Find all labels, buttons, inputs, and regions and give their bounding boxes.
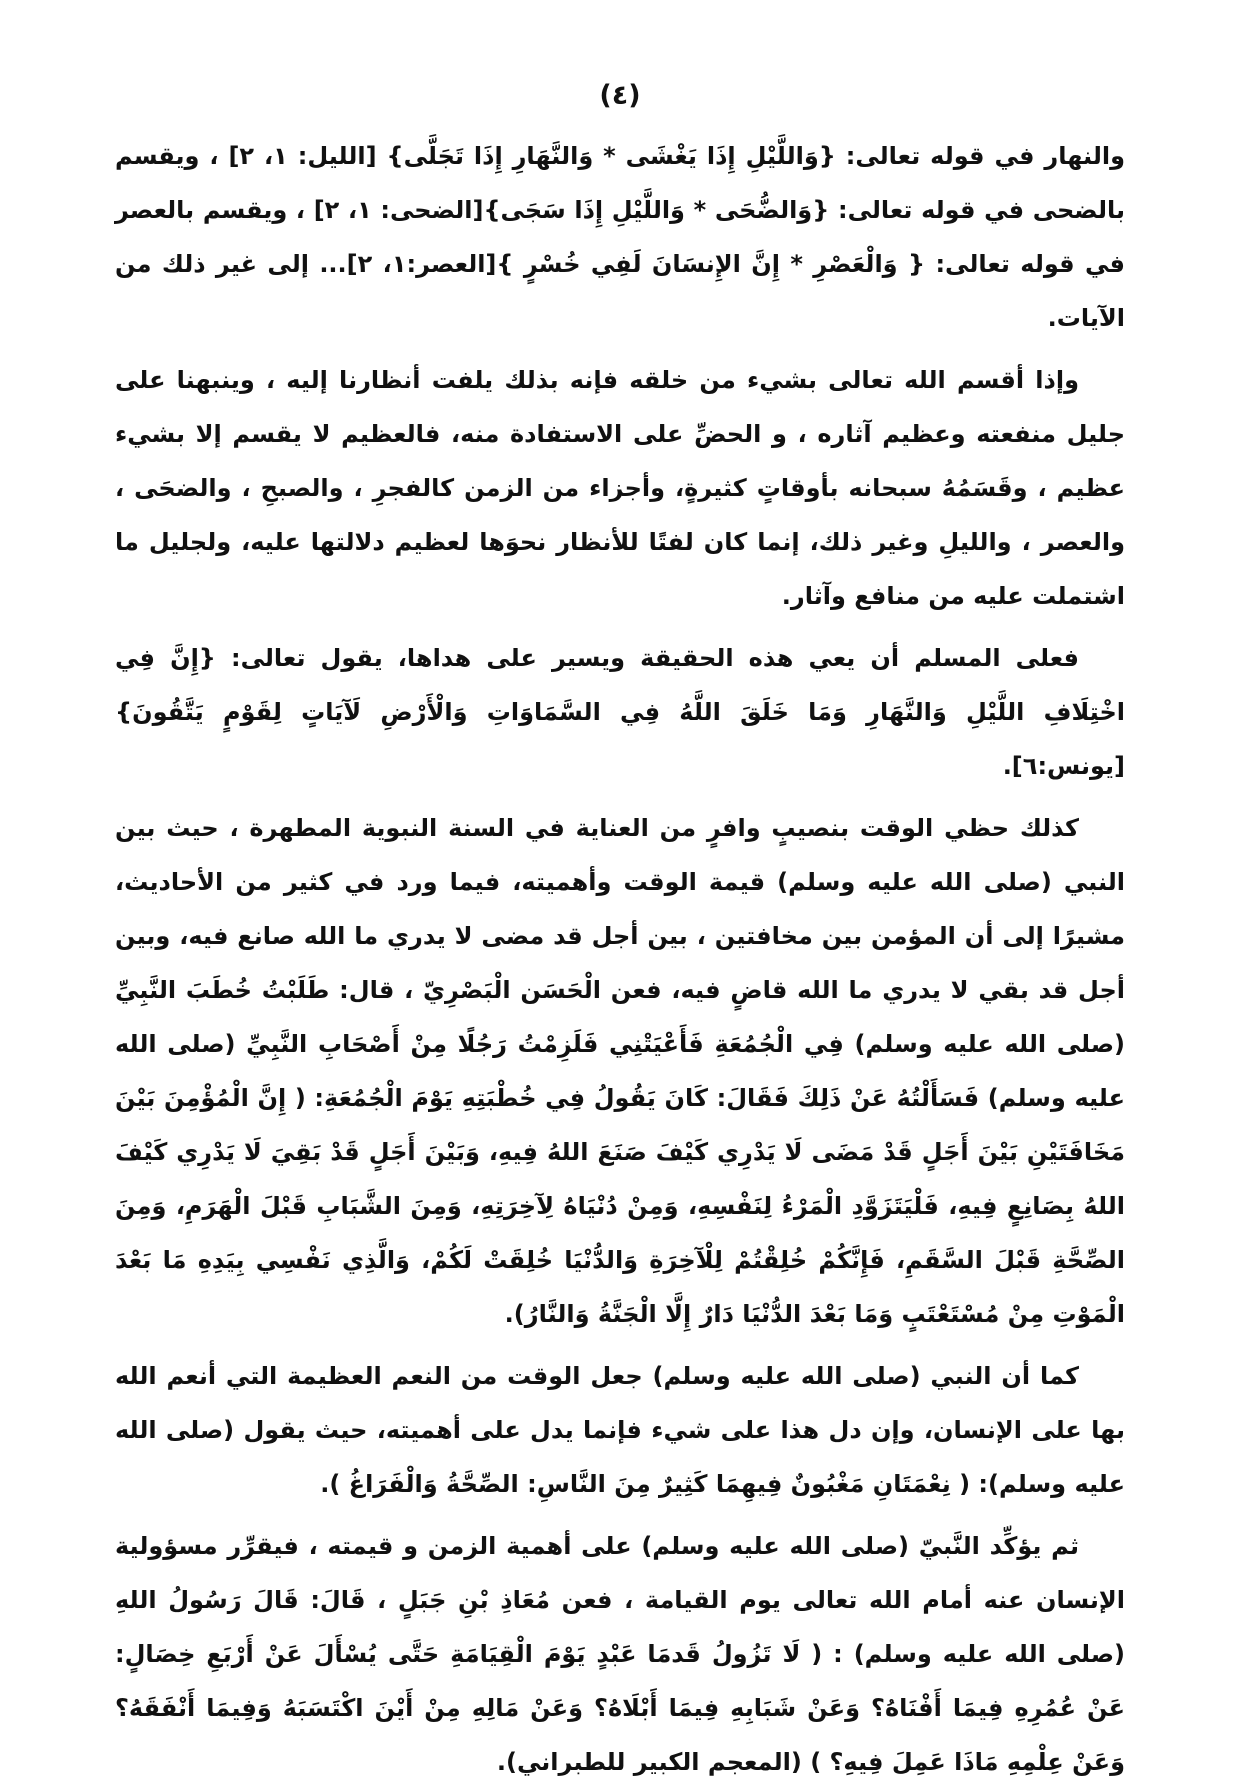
paragraph-accountability: ثم يؤكِّد النَّبيّ (صلى الله عليه وسلم) على أهمية الزمن و قيمته ، فيقرِّر مسؤولية الإنسان عنه أمام الله تعالى يوم القيامة ، فعن مُعَاذِ بْنِ جَبَلٍ ، قَالَ: قَالَ رَسُولُ اللهِ (صلى الله عليه وسلم) : ( لَا تَزُولُ قَدمَا عَبْدٍ يَوْمَ الْقِيَامَةِ حَتَّى يُسْأَلَ عَنْ أَرْبَعِ خِصَالٍ: عَنْ عُمُرِهِ فِيمَا أَفْنَاهُ؟ وَعَنْ شَبَابِهِ فِيمَا أَبْلَاهُ؟ وَعَنْ مَالِهِ مِنْ أَيْنَ اكْتَسَبَهُ وَفِيمَا أَنْفَقَهُ؟ وَعَنْ عِلْمِهِ مَاذَا عَمِلَ فِيهِ؟ ) (المعجم الكبير للطبراني). <box>115 1532 1125 1776</box>
document-page <box>115 70 1125 1789</box>
paragraph-blessing-of-time: كما أن النبي (صلى الله عليه وسلم) جعل الوقت من النعم العظيمة التي أنعم الله بها على الإنسان، وإن دل هذا على شيء فإنما يدل على أهميته، حيث يقول (صلى الله عليه وسلم): ( نِعْمَتَانِ مَغْبُونٌ فِيهِمَا كَثِيرٌ مِنَ النَّاسِ: الصِّحَّةُ وَالْفَرَاغُ ). <box>115 1362 1125 1498</box>
paragraph-muslim-awareness: فعلى المسلم أن يعي هذه الحقيقة ويسير على هداها، يقول تعالى: {إِنَّ فِي اخْتِلَافِ اللَّيْلِ وَالنَّهَارِ وَمَا خَلَقَ اللَّهُ فِي السَّمَاوَاتِ وَالْأَرْضِ لَآيَاتٍ لِقَوْمٍ يَتَّقُونَ}[يونس:٦]. <box>115 644 1125 780</box>
paragraph-oaths-continued: والنهار في قوله تعالى: {وَاللَّيْلِ إِذَا يَغْشَى * وَالنَّهَارِ إِذَا تَجَلَّى} [الليل: ١، ٢] ، ويقسم بالضحى في قوله تعالى: {وَالضُّحَى * وَاللَّيْلِ إِذَا سَجَى}[الضحى: ١، ٢] ، ويقسم بالعصر في قوله تعالى: { وَالْعَصْرِ * إِنَّ الإِنسَانَ لَفِي خُسْرٍ }[العصر:١، ٢]... إلى غير ذلك من الآيات. <box>115 142 1125 332</box>
paragraph-sunnah-time: كذلك حظي الوقت بنصيبٍ وافرٍ من العناية في السنة النبوية المطهرة ، حيث بين النبي (صلى الله عليه وسلم) قيمة الوقت وأهميته، فيما ورد في كثير من الأحاديث، مشيرًا إلى أن المؤمن بين مخافتين ، بين أجل قد مضى لا يدري ما الله صانع فيه، وبين أجل قد بقي لا يدري ما الله قاضٍ فيه، فعن الْحَسَن الْبَصْرِيّ ، قال: طَلَبْتُ خُطَبَ النَّبِيِّ (صلى الله عليه وسلم) فِي الْجُمُعَةِ فَأَعْيَتْنِي فَلَزِمْتُ رَجُلًا مِنْ أَصْحَابِ النَّبِيِّ (صلى الله عليه وسلم) فَسَأَلْتُهُ عَنْ ذَلِكَ فَقَالَ: كَانَ يَقُولُ فِي خُطْبَتِهِ يَوْمَ الْجُمُعَةِ: ( إِنَّ الْمُؤْمِنَ بَيْنَ مَخَافَتَيْنِ بَيْنَ أَجَلٍ قَدْ مَضَى لَا يَدْرِي كَيْفَ صَنَعَ اللهُ فِيهِ، وَبَيْنَ أَجَلٍ قَدْ بَقِيَ لَا يَدْرِي كَيْفَ اللهُ بِصَانِعٍ فِيهِ، فَلْيَتَزَوَّدِ الْمَرْءُ لِنَفْسِهِ، وَمِنْ دُنْيَاهُ لِآخِرَتِهِ، وَمِنَ الشَّبَابِ قَبْلَ الْهَرَمِ، وَمِنَ الصِّحَّةِ قَبْلَ السَّقَمِ، فَإِنَّكُمْ خُلِقْتُمْ لِلْآخِرَةِ وَالدُّنْيَا خُلِقَتْ لَكُمْ، وَالَّذِي نَفْسِي بِيَدِهِ مَا بَعْدَ الْمَوْتِ مِنْ مُسْتَعْتَبٍ وَمَا بَعْدَ الدُّنْيَا دَارٌ إِلَّا الْجَنَّةُ وَالنَّارُ). <box>115 814 1125 1328</box>
page-number: (٤) <box>599 80 641 111</box>
paragraph-oath-meaning: وإذا أقسم الله تعالى بشيء من خلقه فإنه بذلك يلفت أنظارنا إليه ، وينبهنا على جليل منفعته وعظيم آثاره ، و الحضِّ على الاستفادة منه، فالعظيم لا يقسم إلا بشيء عظيم ، وقَسَمُهُ سبحانه بأوقاتٍ كثيرةٍ، وأجزاء من الزمن كالفجرِ ، والصبحِ ، والضحَى ، والعصر ، والليلِ وغير ذلك، إنما كان لفتًا للأنظار نحوَها لعظيم دلالتها عليه، ولجليل ما اشتملت عليه من منافع وآثار. <box>115 366 1125 610</box>
